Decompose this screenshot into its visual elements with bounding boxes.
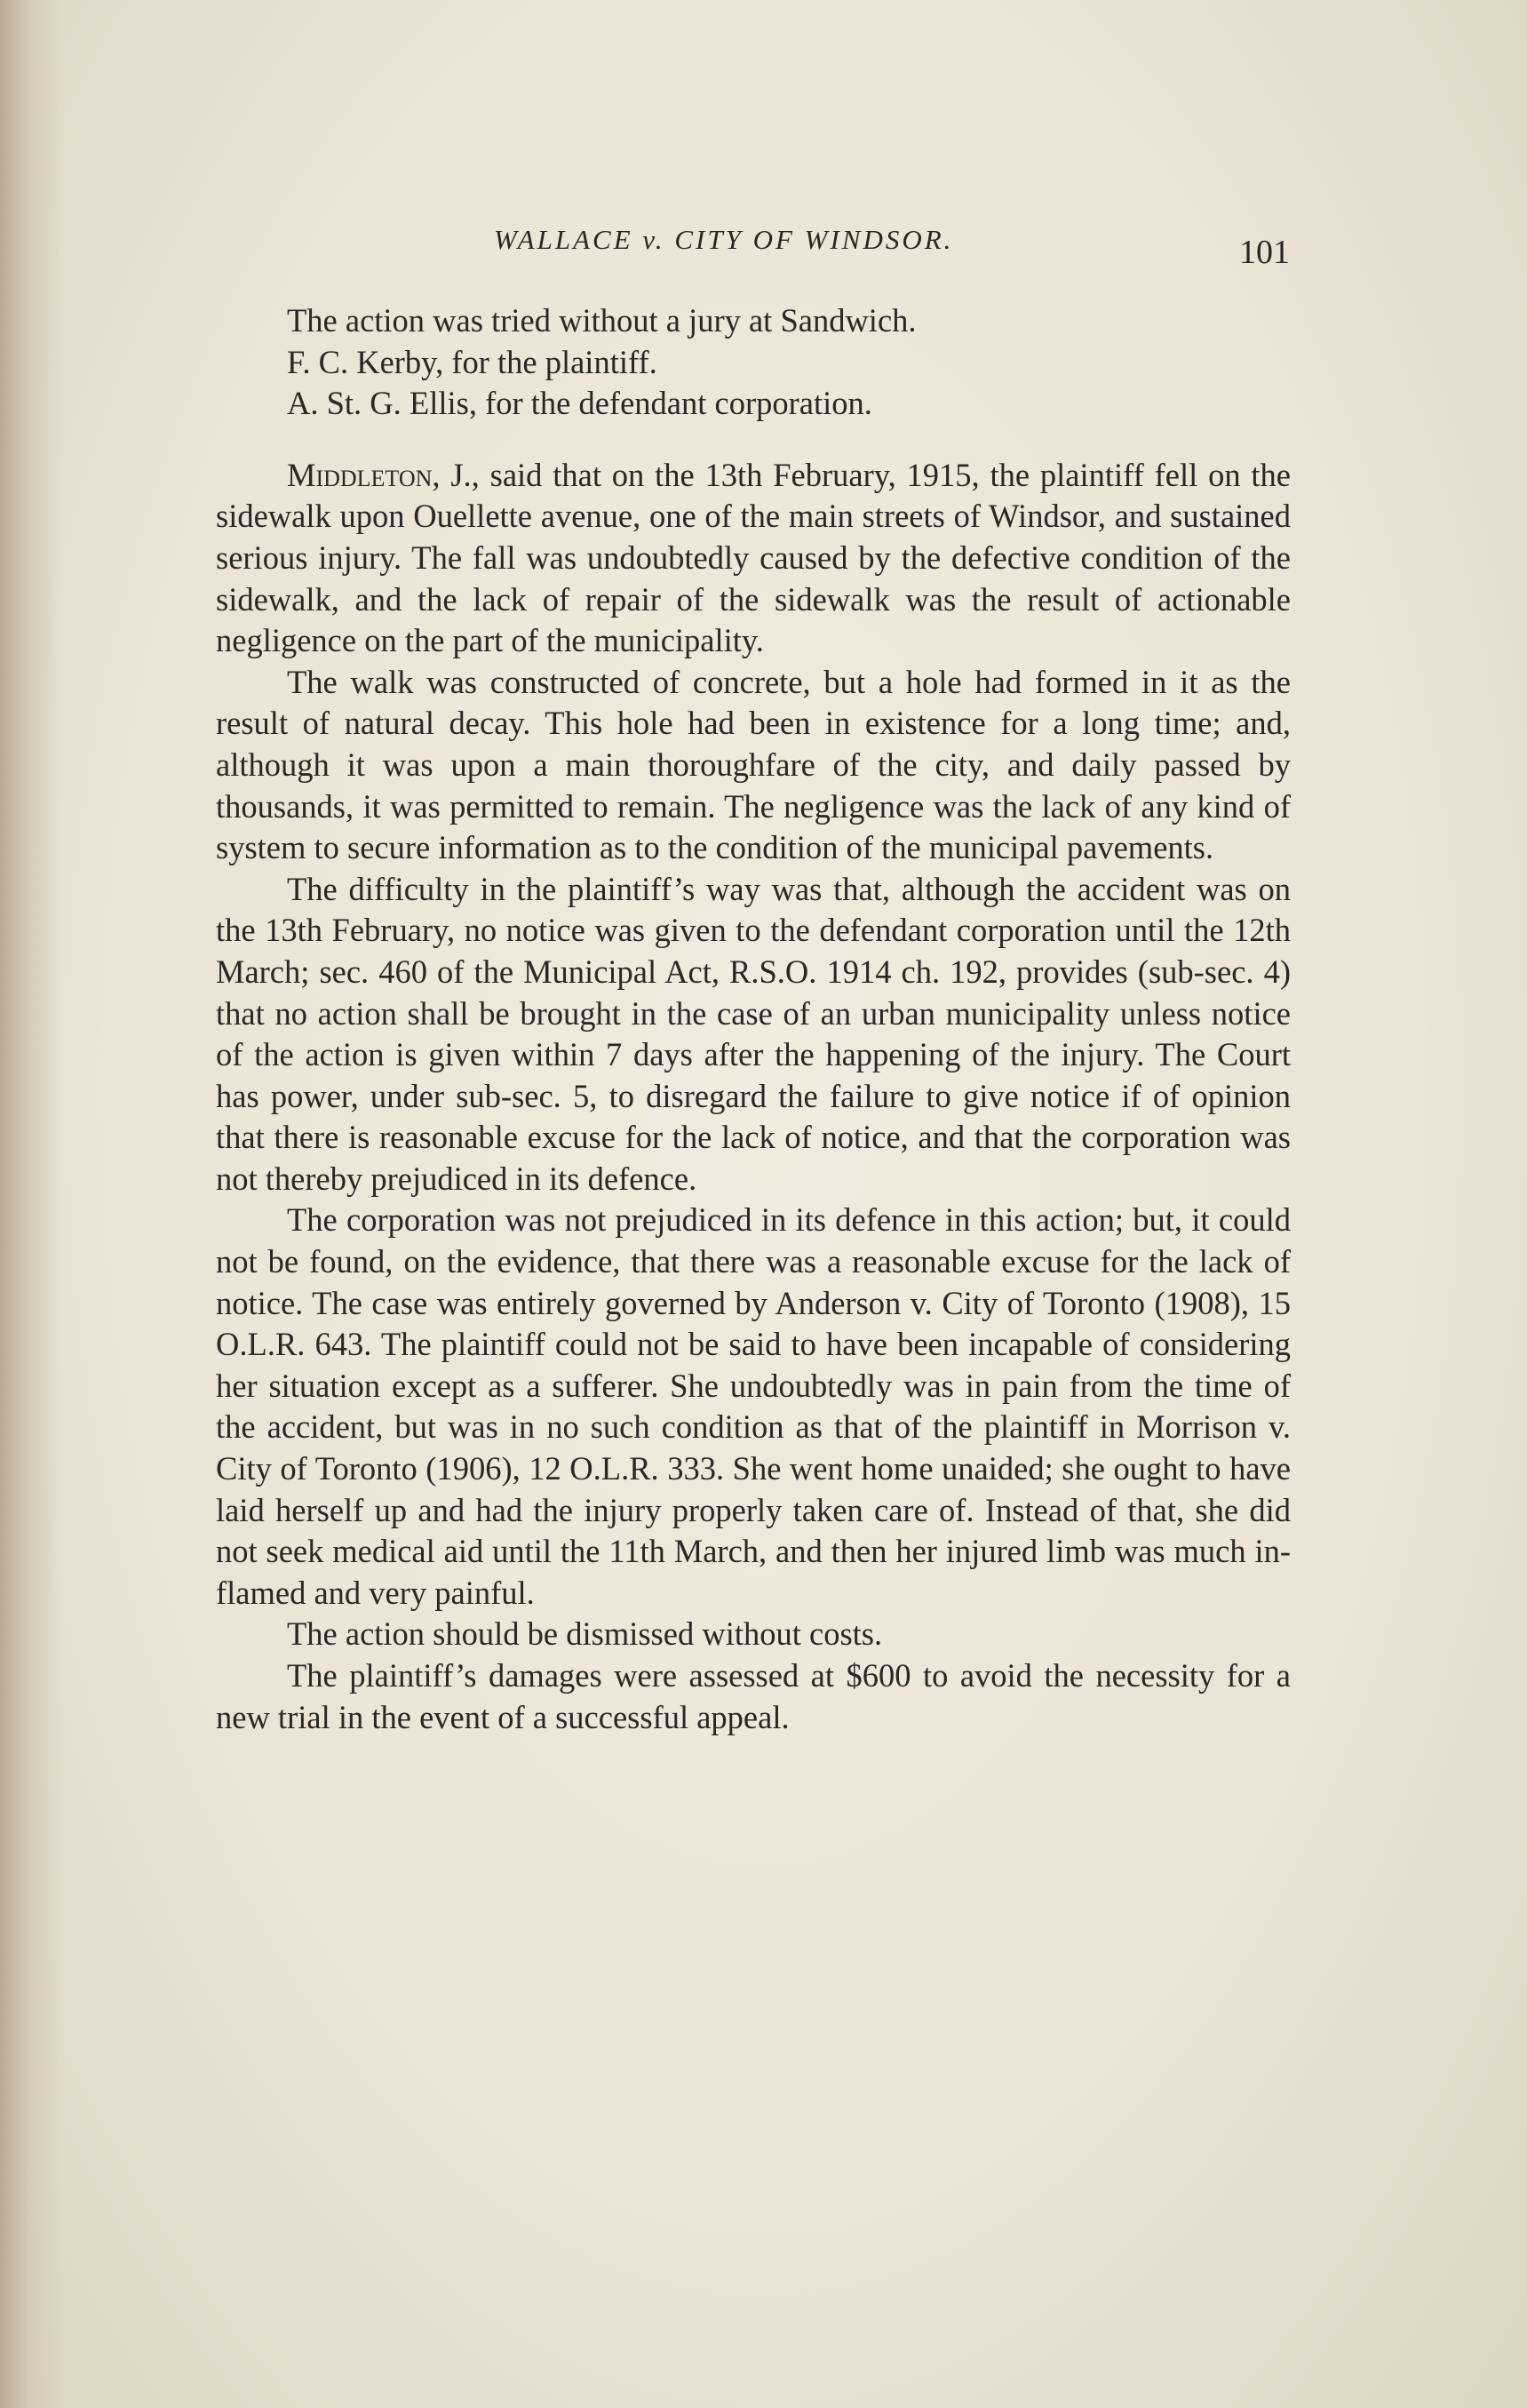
opinion-paragraph xyxy=(216,455,1291,662)
plaintiff-counsel: F. C. Kerby, for the plaintiff. xyxy=(287,343,657,380)
body-text xyxy=(216,300,1291,1738)
trial-note: The action was tried without a jury at Sandwich. xyxy=(287,302,917,339)
page-number: 101 xyxy=(1239,234,1290,271)
opinion-paragraph: The corporation was not prejudiced in its defence in this action; but, it could not be found, on the evidence, that there was a reasonable excuse for the lack of notice. The case was entirely governed by Anderson v. City of Toronto (1908), 15 O.L.R. 643. The plaintiff could not be said to have been incapable of considering her situation except as a sufferer. She undoubtedly was in pain from the time of the accident, but was in no such condition as that of the plaintiff in Morrison v. City of Toronto (1906), 12 O.L.R. 333. She went home unaided; she ought to have laid herself up and had the injury properly taken care of. Instead of that, she did not seek medical aid until the 11th March, and then her injured limb was much inflamed and very painful. xyxy=(216,1201,1291,1611)
binding-gutter xyxy=(0,0,62,2408)
opinion xyxy=(216,455,1291,1738)
opinion-paragraph: The walk was constructed of concrete, but a hole had formed in it as the result of natural decay. This hole had been in existence for a long time; and, although it was upon a main thoroughfare of the city, and daily passed by thousands, it was permitted to remain. The negligence was the lack of any kind of system to secure information as to the condition of the municipal pavements. xyxy=(216,663,1291,866)
running-head: WALLACE v. CITY OF WINDSOR. xyxy=(494,224,954,255)
judge-name: Middleton, J. xyxy=(287,456,472,493)
counsel-block xyxy=(216,300,1291,425)
opinion-paragraph-text: , said that on the 13th February, 1915, the plaintiff fell on the sidewalk upon Ouellette avenue, one of the main streets of Windsor, and sustained serious injury. The fall was undoubtedly caused by the defective condition of the sidewalk, and the lack of repair of the sidewalk was the result of actionable negligence on the part of the municipality. xyxy=(216,456,1291,659)
opinion-paragraph: The difficulty in the plaintiff’s way was that, although the accident was on the 13th February, no notice was given to the defendant corporation until the 12th March; sec. 460 of the Municipal Act, R.S.O. 1914 ch. 192, provides (sub-sec. 4) that no action shall be brought in the case of an urban municipality unless notice of the action is given within 7 days after the happening of the injury. The Court has power, under sub-sec. 5, to disregard the failure to give notice if of opinion that there is reasonable excuse for the lack of notice, and that the corporation was not thereby prejudiced in its defence. xyxy=(216,870,1291,1197)
defendant-counsel: A. St. G. Ellis, for the defendant corporation. xyxy=(287,385,872,422)
opinion-paragraph: The plaintiff’s damages were assessed at $600 to avoid the necessity for a new trial in the event of a successful appeal. xyxy=(216,1657,1291,1735)
opinion-paragraph: The action should be dismissed without costs. xyxy=(287,1615,883,1653)
